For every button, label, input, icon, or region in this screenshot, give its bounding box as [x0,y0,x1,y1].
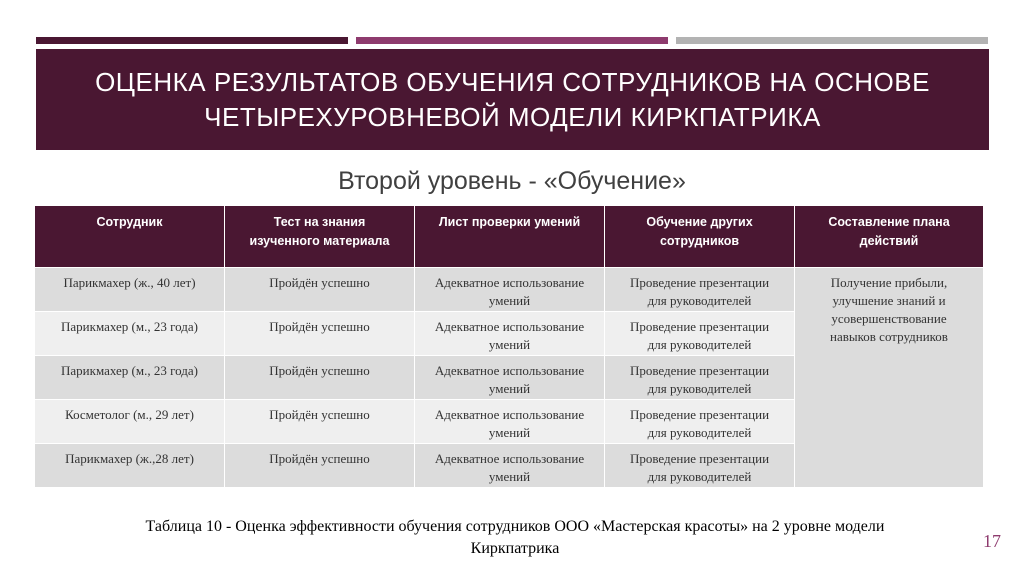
cell-employee: Парикмахер (м., 23 года) [35,356,225,400]
slide-subtitle: Второй уровень - «Обучение» [338,167,686,195]
cell-employee: Парикмахер (ж.,28 лет) [35,444,225,488]
cell-teaching: Проведение презентации для руководителей [605,444,795,488]
header-knowledge-test: Тест на знания изученного материала [225,206,415,268]
table-row [35,268,984,312]
cell-skills: Адекватное использование умений [415,356,605,400]
cell-test: Пройдён успешно [225,400,415,444]
slide-title-line1: ОЦЕНКА РЕЗУЛЬТАТОВ ОБУЧЕНИЯ СОТРУДНИКОВ НА ОСНОВЕ [95,66,930,97]
table-caption [40,516,990,560]
cell-action-plan: Получение прибыли, улучшение знаний и усовершенствование навыков сотрудников [795,268,984,488]
slide-title [95,65,930,135]
cell-employee: Парикмахер (м., 23 года) [35,312,225,356]
cell-skills: Адекватное использование умений [415,312,605,356]
cell-skills: Адекватное использование умений [415,400,605,444]
page-number: 17 [983,531,1001,551]
slide-title-line2: ЧЕТЫРЕХУРОВНЕВОЙ МОДЕЛИ КИРКПАТРИКА [204,101,821,132]
cell-employee: Парикмахер (ж., 40 лет) [35,268,225,312]
cell-test: Пройдён успешно [225,444,415,488]
table-header-row [35,206,984,268]
title-band [36,49,989,150]
accent-bar-mid [356,37,668,44]
cell-test: Пройдён успешно [225,356,415,400]
cell-skills: Адекватное использование умений [415,268,605,312]
accent-bar-grey [676,37,988,44]
caption-line2: Киркпатрика [470,540,560,557]
cell-teaching: Проведение презентации для руководителей [605,268,795,312]
cell-teaching: Проведение презентации для руководителей [605,356,795,400]
header-skills-checklist: Лист проверки умений [415,206,605,268]
cell-test: Пройдён успешно [225,268,415,312]
results-table [34,205,984,488]
header-action-plan: Составление плана действий [795,206,984,268]
cell-skills: Адекватное использование умений [415,444,605,488]
accent-bar-dark [36,37,348,44]
cell-teaching: Проведение презентации для руководителей [605,400,795,444]
cell-employee: Косметолог (м., 29 лет) [35,400,225,444]
header-teaching-others: Обучение других сотрудников [605,206,795,268]
header-employee: Сотрудник [35,206,225,268]
cell-teaching: Проведение презентации для руководителей [605,312,795,356]
caption-line1: Таблица 10 - Оценка эффективности обучения сотрудников ООО «Мастерская красоты» на 2 уровне модели [145,518,885,535]
cell-test: Пройдён успешно [225,312,415,356]
